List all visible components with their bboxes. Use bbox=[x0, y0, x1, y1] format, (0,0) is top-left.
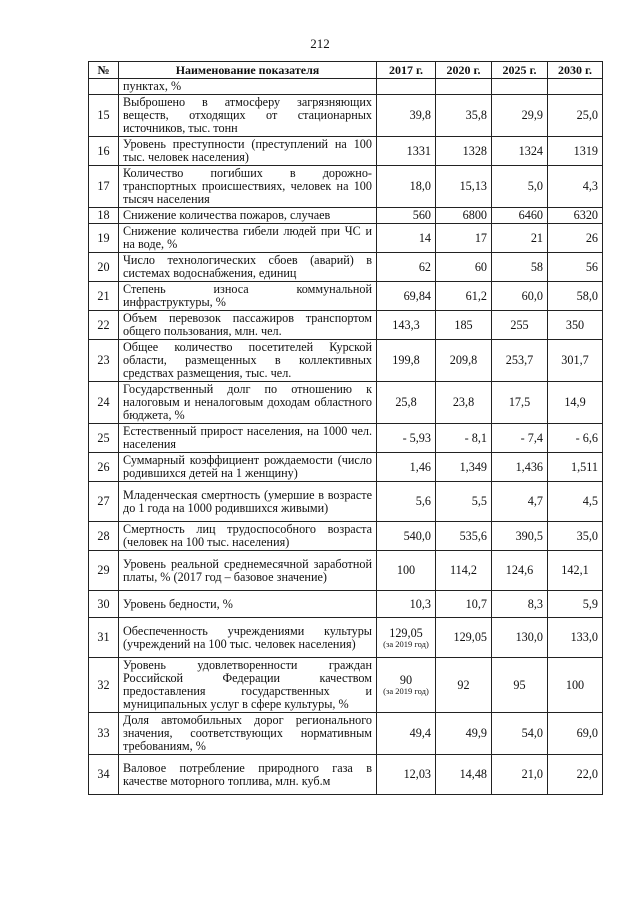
value-2030: 6320 bbox=[548, 208, 603, 224]
row-number: 30 bbox=[89, 591, 119, 618]
indicator-name: Снижение количества пожаров, случаев bbox=[119, 208, 377, 224]
row-number: 27 bbox=[89, 482, 119, 522]
page-number: 212 bbox=[310, 36, 330, 51]
value-2030: 5,9 bbox=[548, 591, 603, 618]
value-2030: 58,0 bbox=[548, 282, 603, 311]
value-2025: 21,0 bbox=[492, 755, 548, 795]
table-row bbox=[89, 282, 603, 311]
value-2025: 1324 bbox=[492, 137, 548, 166]
row-number: 28 bbox=[89, 522, 119, 551]
table-row bbox=[89, 224, 603, 253]
value-2017: 18,0 bbox=[377, 166, 436, 208]
value-2017: 14 bbox=[377, 224, 436, 253]
table-row bbox=[89, 713, 603, 755]
row-number: 29 bbox=[89, 551, 119, 591]
value-2017-note: (за 2019 год) bbox=[383, 638, 429, 649]
table-row bbox=[89, 658, 603, 713]
value-2020: 1,349 bbox=[436, 453, 492, 482]
table-row bbox=[89, 618, 603, 658]
indicator-name: Снижение количества гибели людей при ЧС и на воде, % bbox=[119, 224, 377, 253]
table-row bbox=[89, 382, 603, 424]
value-2025: 5,0 bbox=[492, 166, 548, 208]
value-2030: 56 bbox=[548, 253, 603, 282]
header-2020: 2020 г. bbox=[436, 62, 492, 79]
value-2020: 61,2 bbox=[436, 282, 492, 311]
row-number: 17 bbox=[89, 166, 119, 208]
indicator-name: Степень износа коммунальной инфраструктуры, % bbox=[119, 282, 377, 311]
value-2025: 95 bbox=[492, 658, 548, 713]
value-2025: 58 bbox=[492, 253, 548, 282]
table-row bbox=[89, 137, 603, 166]
value-2020: 114,2 bbox=[436, 551, 492, 591]
row-number: 22 bbox=[89, 311, 119, 340]
value-2025: - 7,4 bbox=[492, 424, 548, 453]
row-number: 19 bbox=[89, 224, 119, 253]
indicator-name: Число технологических сбоев (аварий) в системах водоснабжения, единиц bbox=[119, 253, 377, 282]
value-2017 bbox=[377, 618, 436, 658]
header-number: № bbox=[89, 62, 119, 79]
value-2020: - 8,1 bbox=[436, 424, 492, 453]
value-2030: 69,0 bbox=[548, 713, 603, 755]
value-2025: 8,3 bbox=[492, 591, 548, 618]
value-2030: 25,0 bbox=[548, 95, 603, 137]
value-2030: 301,7 bbox=[548, 340, 603, 382]
row-number: 26 bbox=[89, 453, 119, 482]
value-2025: 1,436 bbox=[492, 453, 548, 482]
value-2020: 23,8 bbox=[436, 382, 492, 424]
value-2017: 199,8 bbox=[377, 340, 436, 382]
table-row bbox=[89, 424, 603, 453]
indicator-name: Смертность лиц трудоспособного возраста (человек на 100 тыс. населения) bbox=[119, 522, 377, 551]
value-2017: 560 bbox=[377, 208, 436, 224]
value-2030: 1319 bbox=[548, 137, 603, 166]
indicator-name: Младенческая смертность (умершие в возрасте до 1 года на 1000 родившихся живыми) bbox=[119, 482, 377, 522]
indicator-name: Государственный долг по отношению к налоговым и неналоговым доходам областного бюджета, % bbox=[119, 382, 377, 424]
indicator-name: Валовое потребление природного газа в качестве моторного топлива, млн. куб.м bbox=[119, 755, 377, 795]
row-number: 15 bbox=[89, 95, 119, 137]
indicator-name: Уровень преступности (преступлений на 100 тыс. человек населения) bbox=[119, 137, 377, 166]
row-number: 31 bbox=[89, 618, 119, 658]
table-row bbox=[89, 453, 603, 482]
value-2030: 26 bbox=[548, 224, 603, 253]
value-2030: 22,0 bbox=[548, 755, 603, 795]
value-2020: 49,9 bbox=[436, 713, 492, 755]
value-2020: 10,7 bbox=[436, 591, 492, 618]
table-row bbox=[89, 755, 603, 795]
value-2030: 350 bbox=[548, 311, 603, 340]
value-2020: 129,05 bbox=[436, 618, 492, 658]
indicator-name: Выброшено в атмосферу загрязняющих веществ, отходящих от стационарных источников, тыс. тонн bbox=[119, 95, 377, 137]
value-2020: 60 bbox=[436, 253, 492, 282]
value-2020: 209,8 bbox=[436, 340, 492, 382]
value-2025: 124,6 bbox=[492, 551, 548, 591]
row-number: 24 bbox=[89, 382, 119, 424]
indicator-name: Количество погибших в дорожно-транспортных происшествиях, человек на 100 тысяч населения bbox=[119, 166, 377, 208]
value-2017: 39,8 bbox=[377, 95, 436, 137]
value-2017: 25,8 bbox=[377, 382, 436, 424]
value-2030: 4,3 bbox=[548, 166, 603, 208]
table-row bbox=[89, 482, 603, 522]
row-number: 33 bbox=[89, 713, 119, 755]
value-2017: 49,4 bbox=[377, 713, 436, 755]
value-2030: 142,1 bbox=[548, 551, 603, 591]
row-number: 16 bbox=[89, 137, 119, 166]
header-2017: 2017 г. bbox=[377, 62, 436, 79]
value-2030: - 6,6 bbox=[548, 424, 603, 453]
value-2020: 535,6 bbox=[436, 522, 492, 551]
value-2025: 255 bbox=[492, 311, 548, 340]
indicator-name: Объем перевозок пассажиров транспортом общего пользования, млн. чел. bbox=[119, 311, 377, 340]
value-2025: 253,7 bbox=[492, 340, 548, 382]
continuation-text: пунктах, % bbox=[119, 79, 377, 95]
value-2025: 390,5 bbox=[492, 522, 548, 551]
table-row bbox=[89, 522, 603, 551]
value-2025: 29,9 bbox=[492, 95, 548, 137]
value-2020: 17 bbox=[436, 224, 492, 253]
value-2020: 35,8 bbox=[436, 95, 492, 137]
row-number: 32 bbox=[89, 658, 119, 713]
indicator-name: Суммарный коэффициент рождаемости (число родившихся детей на 1 женщину) bbox=[119, 453, 377, 482]
value-2017: 5,6 bbox=[377, 482, 436, 522]
continuation-row bbox=[89, 79, 603, 95]
row-number: 20 bbox=[89, 253, 119, 282]
value-2030: 35,0 bbox=[548, 522, 603, 551]
value-2025: 60,0 bbox=[492, 282, 548, 311]
value-2025: 17,5 bbox=[492, 382, 548, 424]
indicators-table bbox=[88, 61, 603, 795]
row-number: 34 bbox=[89, 755, 119, 795]
value-2017: 62 bbox=[377, 253, 436, 282]
value-2030: 100 bbox=[548, 658, 603, 713]
table-row bbox=[89, 253, 603, 282]
value-2030: 133,0 bbox=[548, 618, 603, 658]
value-2017-number: 90 bbox=[399, 673, 413, 687]
row-number: 18 bbox=[89, 208, 119, 224]
value-2030: 1,511 bbox=[548, 453, 603, 482]
row-number: 23 bbox=[89, 340, 119, 382]
value-2017: 100 bbox=[377, 551, 436, 591]
value-2020: 1328 bbox=[436, 137, 492, 166]
indicator-name: Уровень реальной среднемесячной заработной платы, % (2017 год – базовое значение) bbox=[119, 551, 377, 591]
header-2030: 2030 г. bbox=[548, 62, 603, 79]
value-2020: 15,13 bbox=[436, 166, 492, 208]
value-2017-number: 129,05 bbox=[389, 625, 423, 640]
value-2025: 4,7 bbox=[492, 482, 548, 522]
value-2017 bbox=[377, 658, 436, 713]
indicator-name: Доля автомобильных дорог регионального значения, соответствующих нормативным требованиям, % bbox=[119, 713, 377, 755]
table-row bbox=[89, 551, 603, 591]
row-number: 21 bbox=[89, 282, 119, 311]
header-2025: 2025 г. bbox=[492, 62, 548, 79]
value-2025: 54,0 bbox=[492, 713, 548, 755]
value-2017: 143,3 bbox=[377, 311, 436, 340]
value-2020: 92 bbox=[436, 658, 492, 713]
value-2017: 69,84 bbox=[377, 282, 436, 311]
indicator-name: Уровень бедности, % bbox=[119, 591, 377, 618]
value-2017-note: (за 2019 год) bbox=[383, 686, 429, 696]
row-number: 25 bbox=[89, 424, 119, 453]
indicator-name: Естественный прирост населения, на 1000 чел. населения bbox=[119, 424, 377, 453]
value-2017: 1,46 bbox=[377, 453, 436, 482]
value-2020: 6800 bbox=[436, 208, 492, 224]
table-row bbox=[89, 591, 603, 618]
value-2020: 185 bbox=[436, 311, 492, 340]
value-2017: 1331 bbox=[377, 137, 436, 166]
table-row bbox=[89, 208, 603, 224]
indicator-name: Обеспеченность учреждениями культуры (учреждений на 100 тыс. человек населения) bbox=[119, 618, 377, 658]
indicator-name: Уровень удовлетворенности граждан Российской Федерации качеством предоставления государственных и муниципальных услуг в сфере культуры, % bbox=[119, 658, 377, 713]
value-2030: 14,9 bbox=[548, 382, 603, 424]
value-2017: 540,0 bbox=[377, 522, 436, 551]
value-2030: 4,5 bbox=[548, 482, 603, 522]
header-indicator-name: Наименование показателя bbox=[119, 62, 377, 79]
value-2020: 14,48 bbox=[436, 755, 492, 795]
value-2025: 6460 bbox=[492, 208, 548, 224]
value-2017: 10,3 bbox=[377, 591, 436, 618]
value-2017: - 5,93 bbox=[377, 424, 436, 453]
table-header-row bbox=[89, 62, 603, 79]
table-row bbox=[89, 340, 603, 382]
indicator-name: Общее количество посетителей Курской области, размещенных в коллективных средствах размещения, тыс. чел. bbox=[119, 340, 377, 382]
value-2017: 12,03 bbox=[377, 755, 436, 795]
table-body bbox=[89, 79, 603, 795]
table-row bbox=[89, 166, 603, 208]
table-row bbox=[89, 311, 603, 340]
value-2020: 5,5 bbox=[436, 482, 492, 522]
table-row bbox=[89, 95, 603, 137]
value-2025: 21 bbox=[492, 224, 548, 253]
value-2025: 130,0 bbox=[492, 618, 548, 658]
